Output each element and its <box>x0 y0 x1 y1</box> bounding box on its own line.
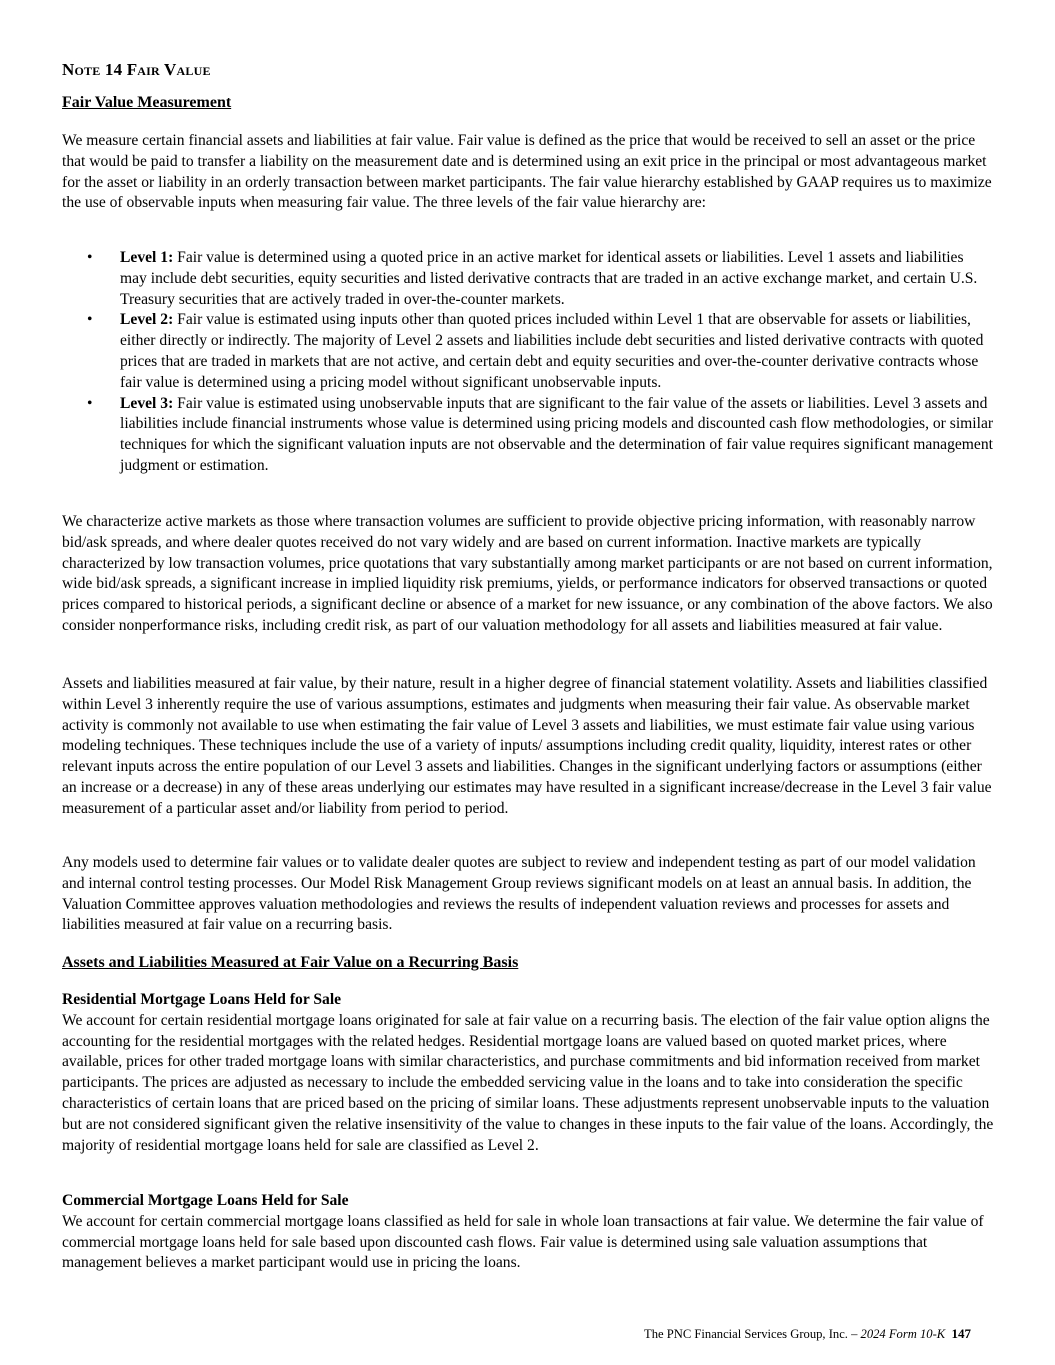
level-1-text: Fair value is determined using a quoted price in an active market for identical assets or liabilities. Level 1 assets and liabilities may include debt securities, equity securities and listed derivative contracts that are traded in an active exchange market, and certain U.S. Treasury securities that are actively traded in over-the-counter markets. <box>120 249 978 308</box>
level-2-text: Fair value is estimated using inputs other than quoted prices included within Level 1 that are observable for assets or liabilities, either directly or indirectly. The majority of Level 2 assets and liabilities include debt securities and listed derivative contracts with quoted prices that are traded in markets that are not active, and certain debt and equity securities and over-the-counter derivative contracts whose fair value is determined using a pricing model without significant unobservable inputs. <box>120 311 984 391</box>
fair-value-levels-list <box>62 248 994 477</box>
page-footer <box>644 1326 971 1342</box>
level-2-label: Level 2: <box>120 311 174 329</box>
level-2-item <box>62 310 994 393</box>
level-1-item <box>62 248 994 310</box>
commercial-mortgage-section <box>62 1191 994 1274</box>
models-paragraph: Any models used to determine fair values or to validate dealer quotes are subject to review and independent testing as part of our model validation and internal control testing processes. Our Model Risk Management Group reviews significant models on at least an annual basis. In addition, the Valuation Committee approves valuation methodologies and reviews the results of independent valuation reviews and processes for assets and liabilities measured at fair value on a recurring basis. <box>62 854 976 934</box>
volatility-paragraph: Assets and liabilities measured at fair value, by their nature, result in a higher degree of financial statement volatility. Assets and liabilities classified within Level 3 inherently require the use of various assumptions, estimates and judgments when measuring their fair value. As observable market activity is commonly not available to use when estimating the fair value of Level 3 assets and liabilities, we must estimate fair value using various modeling techniques. These techniques include the use of a variety of inputs/ assumptions including credit quality, liquidity, interest rates or other relevant inputs across the entire population of our Level 3 assets and liabilities. Changes in the significant underlying factors or assumptions (either an increase or a decrease) in any of these areas underlying our estimates may have resulted in a significant increase/decrease in the Level 3 fair value measurement of a particular asset and/or liability from period to period. <box>62 675 992 817</box>
level-3-label: Level 3: <box>120 394 174 412</box>
level-3-text: Fair value is estimated using unobservable inputs that are significant to the fair value of the assets or liabilities. Level 3 assets and liabilities include financial instruments whose value is determined using pricing models and discounted cash flow methodologies, or similar techniques for which the significant valuation inputs are not observable and the determination of fair value requires significant management judgment or estimation. <box>120 394 994 474</box>
footer-form: 2024 Form 10-K <box>860 1327 946 1341</box>
note-title: Note 14 Fair Value <box>62 60 211 79</box>
residential-mortgage-heading: Residential Mortgage Loans Held for Sale <box>62 991 342 1008</box>
recurring-basis-heading: Assets and Liabilities Measured at Fair Value on a Recurring Basis <box>62 954 519 971</box>
intro-paragraph: We measure certain financial assets and liabilities at fair value. Fair value is defined as the price that would be received to sell an asset or the price that would be paid to transfer a liability on the measurement date and is determined using an exit price in the principal or most advantageous market for the asset or liability in an orderly transaction between market participants. The fair value hierarchy established by GAAP requires us to maximize the use of observable inputs when measuring fair value. The three levels of the fair value hierarchy are: <box>62 132 992 212</box>
residential-mortgage-text: We account for certain residential mortgage loans originated for sale at fair value on a recurring basis. The election of the fair value option aligns the accounting for the residential mortgages with the related hedges. Residential mortgage loans are valued based on quoted market prices, where available, prices for other traded mortgage loans with similar characteristics, and purchase commitments and bid information received from market participants. The prices are adjusted as necessary to include the embedded servicing value in the loans and to take into consideration the specific characteristics of certain loans that are priced based on the pricing of similar loans. These adjustments represent unobservable inputs to the valuation but are not considered significant given the relative insensitivity of the value to changes in these inputs to the fair value of the loans. Accordingly, the majority of residential mortgage loans held for sale are classified as Level 2. <box>62 1011 994 1154</box>
footer-company: The PNC Financial Services Group, Inc. – <box>644 1327 861 1341</box>
level-3-item <box>62 394 994 477</box>
bullet-icon: • <box>87 394 93 412</box>
residential-mortgage-section <box>62 990 994 1156</box>
level-1-label: Level 1: <box>120 249 174 266</box>
commercial-mortgage-text: We account for certain commercial mortgage loans classified as held for sale in whole loan transactions at fair value. We determine the fair value of commercial mortgage loans held for sale based upon discounted cash flows. Fair value is determined using sale valuation assumptions that management believes a market participant would use in pricing the loans. <box>62 1212 984 1272</box>
page-number: 147 <box>951 1326 971 1341</box>
bullet-icon: • <box>87 249 93 266</box>
bullet-icon: • <box>87 311 93 329</box>
commercial-mortgage-heading: Commercial Mortgage Loans Held for Sale <box>62 1192 349 1209</box>
fair-value-measurement-heading: Fair Value Measurement <box>62 94 232 111</box>
active-markets-paragraph: We characterize active markets as those where transaction volumes are sufficient to provide objective pricing information, with reasonably narrow bid/ask spreads, and where dealer quotes received do not vary widely and are based on current information. Inactive markets are typically characterized by low transaction volumes, price quotations that vary substantially among market participants or are not based on current information, wide bid/ask spreads, a significant increase in implied liquidity risk premiums, yields, or performance indicators for observed transactions or quoted prices compared to historical periods, a significant decline or absence of a market for new issuance, or any combination of the above factors. We also consider nonperformance risks, including credit risk, as part of our valuation methodology for all assets and liabilities measured at fair value. <box>62 513 993 634</box>
